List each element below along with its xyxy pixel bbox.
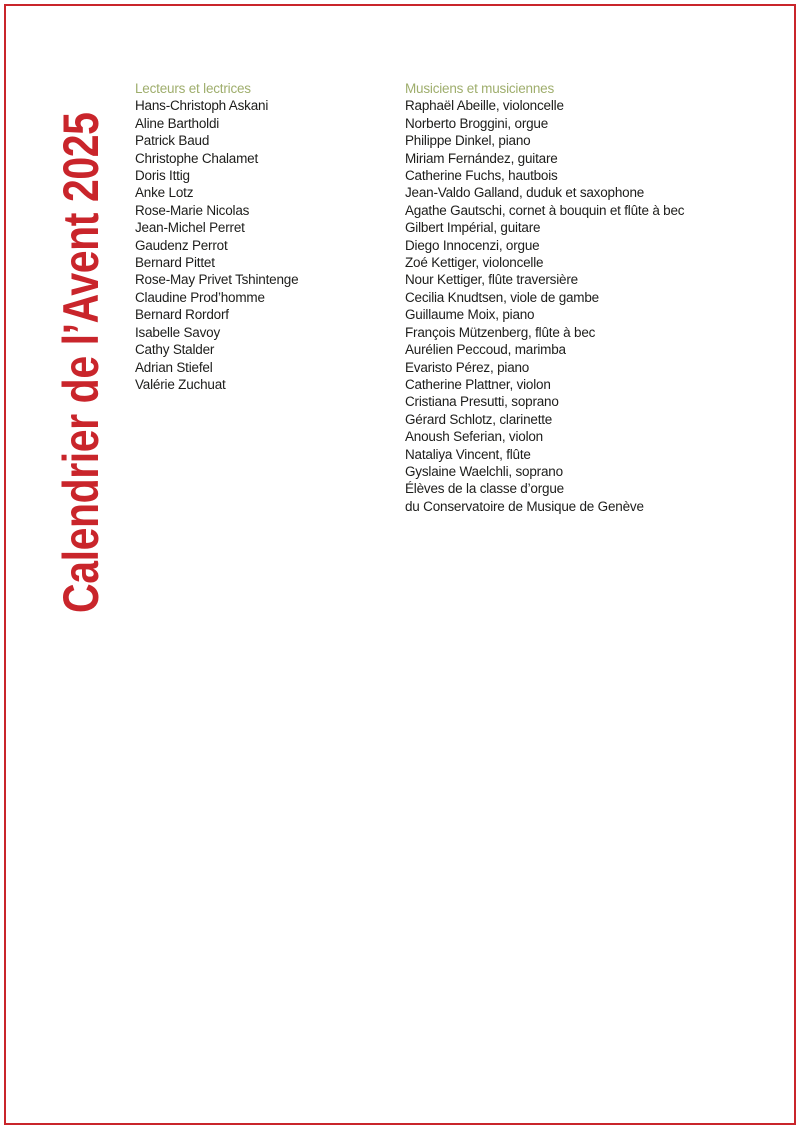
musician-entry: Zoé Kettiger, violoncelle (405, 255, 544, 271)
musician-entry: Catherine Fuchs, hautbois (405, 168, 558, 184)
reader-name: Bernard Rordorf (135, 307, 229, 323)
reader-name: Gaudenz Perrot (135, 237, 228, 253)
musician-entry: Agathe Gautschi, cornet à bouquin et flûte à bec (405, 202, 685, 218)
musician-entry: Gyslaine Waelchli, soprano (405, 463, 563, 479)
musician-entry: Élèves de la classe d’orgue (405, 481, 564, 497)
musicians-header: Musiciens et musiciennes (405, 81, 555, 96)
musician-entry: Nour Kettiger, flûte traversière (405, 272, 578, 288)
reader-name: Bernard Pittet (135, 255, 215, 271)
reader-name: Christophe Chalamet (135, 150, 259, 166)
reader-name: Claudine Prod’homme (135, 289, 265, 305)
musician-entry: François Mützenberg, flûte à bec (405, 324, 596, 340)
musician-entry: Raphaël Abeille, violoncelle (405, 98, 564, 114)
reader-name: Anke Lotz (135, 185, 194, 201)
musician-entry: Catherine Plattner, violon (405, 376, 551, 392)
readers-list (135, 97, 405, 393)
musician-entry: Gérard Schlotz, clarinette (405, 411, 553, 427)
reader-name: Hans-Christoph Askani (135, 98, 269, 114)
musician-entry: Miriam Fernández, guitare (405, 150, 558, 166)
musician-entry: Aurélien Peccoud, marimba (405, 342, 566, 358)
reader-name: Rose-May Privet Tshintenge (135, 272, 299, 288)
reader-name: Cathy Stalder (135, 342, 215, 358)
page-title: Calendrier de l’Avent 2025 (53, 112, 109, 613)
musician-entry: Guillaume Moix, piano (405, 307, 535, 323)
musician-entry: Cristiana Presutti, soprano (405, 394, 559, 410)
musician-entry: Jean-Valdo Galland, duduk et saxophone (405, 185, 645, 201)
musician-entry: du Conservatoire de Musique de Genève (405, 498, 644, 514)
musician-entry: Philippe Dinkel, piano (405, 133, 531, 149)
reader-name: Patrick Baud (135, 133, 210, 149)
musician-entry: Evaristo Pérez, piano (405, 359, 530, 375)
musician-entry: Nataliya Vincent, flûte (405, 446, 531, 462)
musician-entry: Gilbert Impérial, guitare (405, 220, 541, 236)
musicians-column (405, 80, 780, 515)
musician-entry: Anoush Seferian, violon (405, 429, 543, 445)
readers-column (135, 80, 405, 515)
reader-name: Doris Ittig (135, 168, 190, 184)
reader-name: Adrian Stiefel (135, 359, 213, 375)
content-columns (135, 80, 780, 515)
reader-name: Jean-Michel Perret (135, 220, 245, 236)
musician-entry: Norberto Broggini, orgue (405, 115, 549, 131)
reader-name: Rose-Marie Nicolas (135, 202, 250, 218)
readers-header: Lecteurs et lectrices (135, 81, 251, 96)
reader-name: Isabelle Savoy (135, 324, 221, 340)
musician-entry: Diego Innocenzi, orgue (405, 237, 540, 253)
musician-entry: Cecilia Knudtsen, viole de gambe (405, 289, 599, 305)
reader-name: Valérie Zuchuat (135, 376, 226, 392)
musicians-list (405, 97, 780, 515)
reader-name: Aline Bartholdi (135, 115, 220, 131)
